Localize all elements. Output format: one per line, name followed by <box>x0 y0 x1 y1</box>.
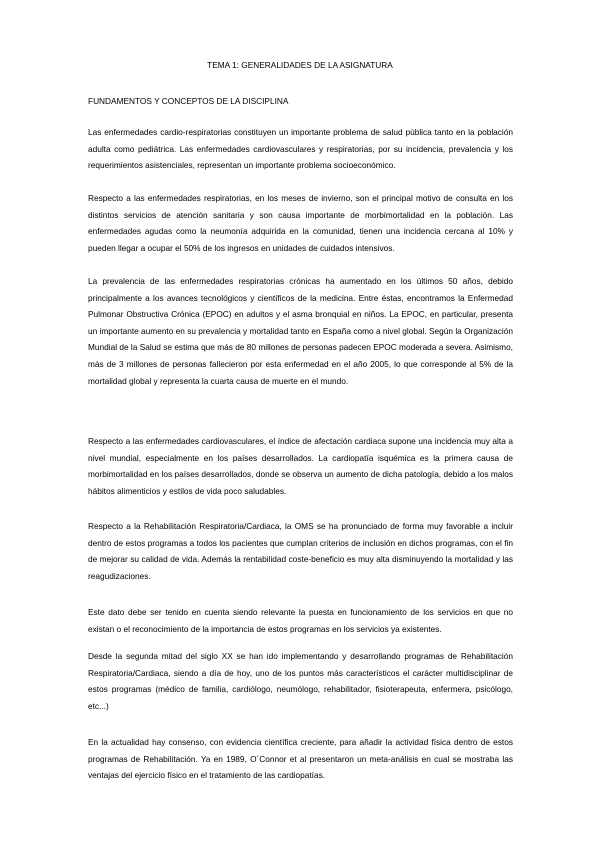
paragraph-services-relevance: Este dato debe ser tenido en cuenta siendo relevante la puesta en funcionamiento de los servicios en que no existan o el reconocimiento de la importancia de estos programas en los servicios ya existentes. <box>88 607 513 634</box>
paragraph-rehabilitation-oms: Respecto a la Rehabilitación Respiratoria/Cardiaca, la OMS se ha pronunciado de forma muy favorable a incluir dentro de estos programas a todos los pacientes que cumplan criterios de inclusión en dichos programas, con el fin de mejorar su calidad de vida. Además la rentabilidad coste-beneficio es muy alta disminuyendo la mortalidad y las reagudizaciones. <box>88 521 513 581</box>
paragraph-cardiovascular-diseases: Respecto a las enfermedades cardiovasculares, el índice de afectación cardiaca supone una incidencia muy alta a nivel mundial, especialmente en los países desarrollados. La cardiopatía isquémica es la primera causa de morbimortalidad en los países desarrollados, donde se observa un aumento de dicha patología, debido a los malos hábitos alimenticios y estilos de vida poco saludables. <box>88 436 513 496</box>
document-title: TEMA 1: GENERALIDADES DE LA ASIGNATURA <box>207 60 393 70</box>
paragraph-respiratory-diseases: Respecto a las enfermedades respiratorias, en los meses de invierno, son el principal motivo de consulta en los distintos servicios de atención sanitaria y son causa importante de morbimortalidad en la población. Las enfermedades agudas como la neumonía adquirida en la comunidad, tienen una incidencia cercana al 10% y pueden llegar a ocupar el 50% de los ingresos en unidades de cuidados intensivos. <box>88 193 513 253</box>
paragraph-chronic-respiratory: La prevalencia de las enfermedades respiratorias crónicas ha aumentado en los últimos 50 años, debido principalmente a los avances tecnológicos y científicos de la medicina. Entre éstas, encontramos la Enfermedad Pulmonar Obstructiva Crónica (EPOC) en adultos y el asma bronquial en niños. La EPOC, en particular, presenta un importante aumento en su prevalencia y mortalidad tanto en España como a nivel global. Según la Organización Mundial de la Salud se estima que más de 80 millones de personas padecen EPOC moderada a severa. Asimismo, más de 3 millones de personas fallecieron por esta enfermedad en el año 2005, lo que corresponde al 5% de la mortalidad global y representa la cuarta causa de muerte en el mundo. <box>88 276 513 386</box>
paragraph-rehabilitation-history: Desde la segunda mitad del siglo XX se han ido implementando y desarrollando programas de Rehabilitación Respiratoria/Cardiaca, siendo a día de hoy, uno de los puntos más característicos el carácter multidisciplinar de estos programas (médico de familia, cardiólogo, neumólogo, rehabilitador, fisioterapeuta, enfermera, psicólogo, etc...) <box>88 651 513 711</box>
section-heading: FUNDAMENTOS Y CONCEPTOS DE LA DISCIPLINA <box>88 96 289 106</box>
paragraph-physical-activity: En la actualidad hay consenso, con evidencia científica creciente, para añadir la actividad física dentro de estos programas de Rehabilitación. Ya en 1989, O´Connor et al presentaron un meta-análisis en cual se mostraba las ventajas del ejercicio físico en el tratamiento de las cardiopatías. <box>88 737 513 781</box>
paragraph-cardiorespiratory-overview: Las enfermedades cardio-respiratorias constituyen un importante problema de salud pública tanto en la población adulta como pediátrica. Las enfermedades cardiovasculares y respiratorias, por su incidencia, prevalencia y los requerimientos asistenciales, representan un importante problema socioeconómico. <box>88 127 513 171</box>
